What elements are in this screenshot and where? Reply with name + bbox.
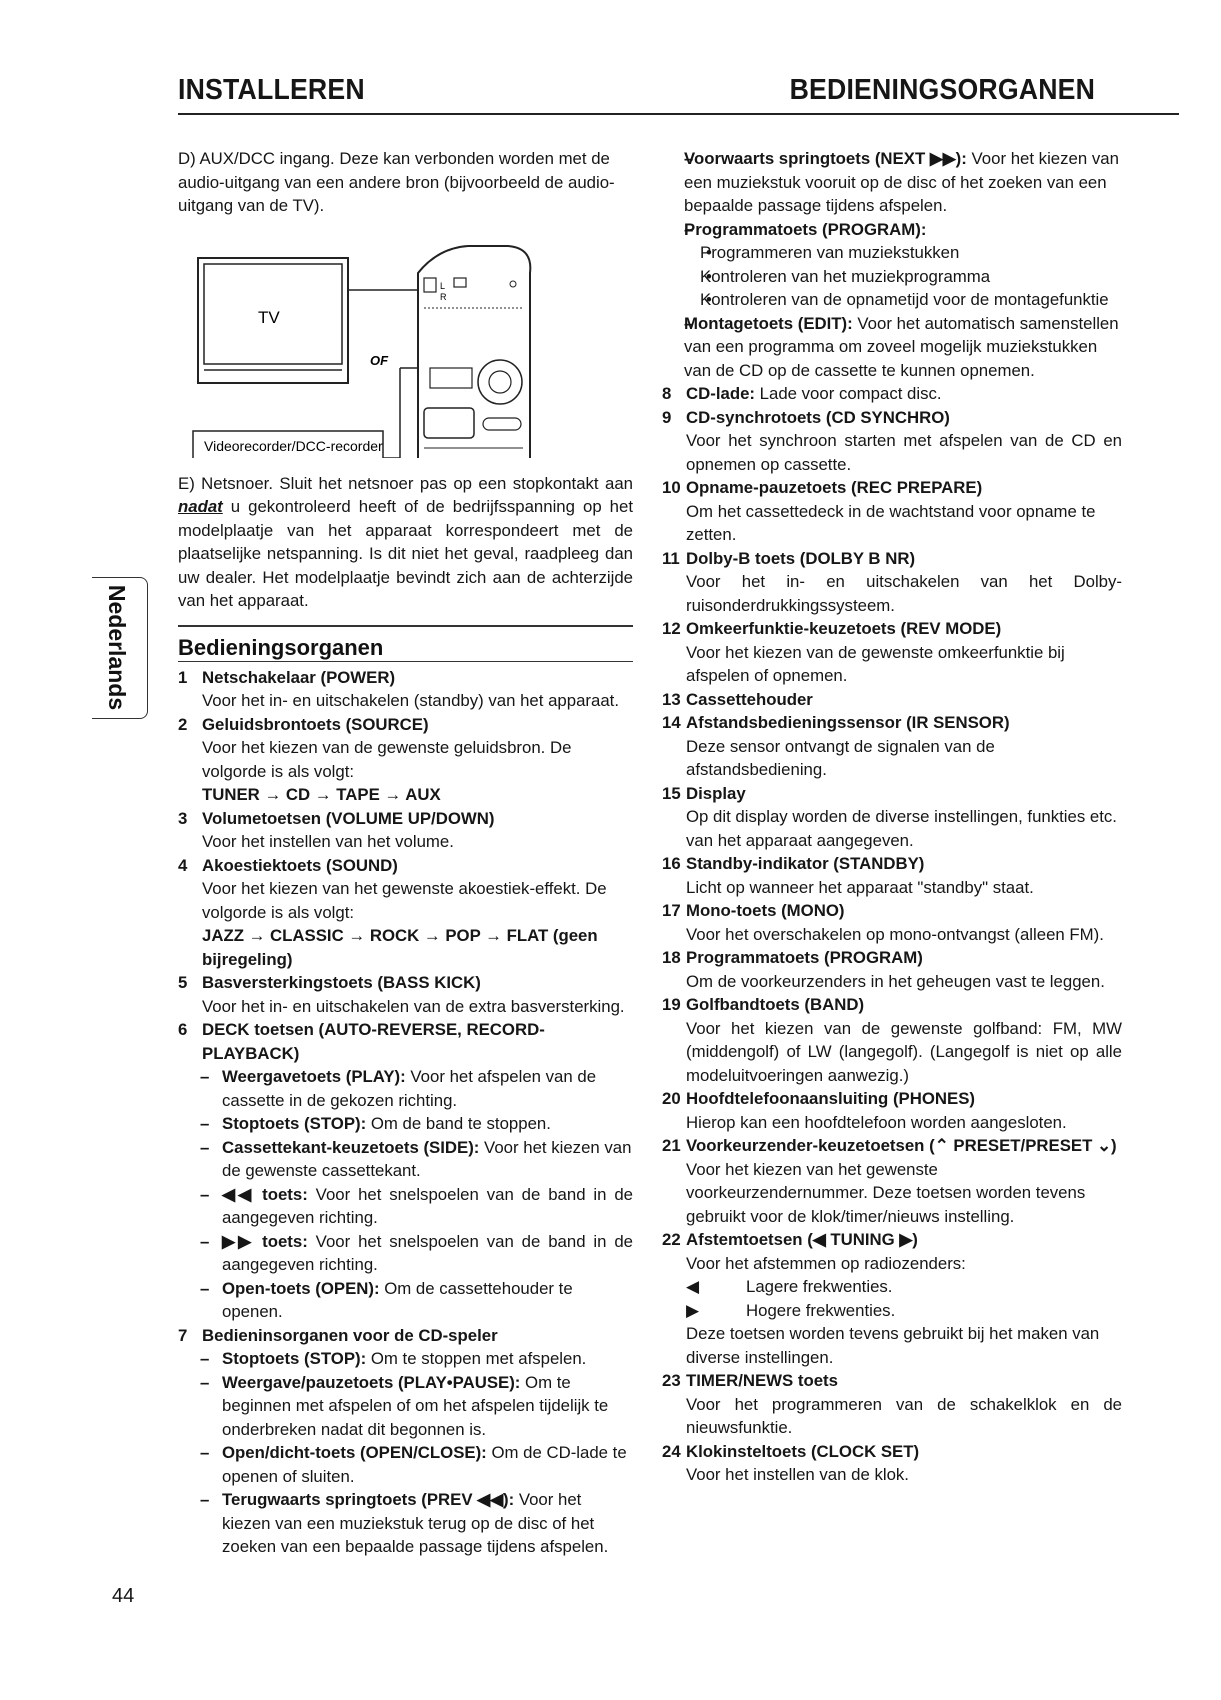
tv-label: TV [258, 307, 280, 327]
item-desc: Voor het in- en uitschakelen (standby) van het apparaat. [202, 691, 619, 710]
svg-text:L: L [440, 280, 446, 291]
item-desc: Voor het instellen van de klok. [686, 1465, 909, 1484]
right-column [662, 147, 1122, 1487]
item-desc: Voor het in- en uitschakelen van de extra basversterking. [202, 996, 625, 1016]
bullet-item: • Kontroleren van de opnametijd voor de montagefunktie [662, 288, 1122, 312]
section-title: Bedieningsorganen [178, 625, 633, 662]
list-item: 20 Hoofdtelefoonaansluiting (PHONES) [662, 1089, 976, 1108]
sub-item: – Terugwaarts springtoets (PREV ◀◀): Voor het kiezen van een muziekstuk terug op de disc of het zoeken van een bepaalde passage tijdens afspelen. [178, 1488, 633, 1559]
item-sequence: TUNER → CD → TAPE → AUX [202, 785, 441, 804]
sub-item: – Stoptoets (STOP): Om te stoppen met afspelen. [178, 1347, 633, 1371]
sub-item: – Open-toets (OPEN): Om de cassettehouder te openen. [178, 1277, 633, 1324]
left-column [178, 147, 633, 1559]
header-right-title: BEDIENINGSORGANEN [789, 74, 1095, 106]
list-item: 8 CD-lade: Lade voor compact disc. [662, 384, 942, 403]
paragraph-e-suffix: u gekontroleerd heeft of de bedrijfsspanning op het modelplaatje van het apparaat korrespondeert met de plaatselijke netspanning. Is dit niet het geval, raadpleeg dan uw dealer. Het modelplaatje bevindt zich aan de achterzijde van het apparaat. [178, 497, 633, 610]
connection-diagram [178, 228, 633, 458]
bullet-item: • Kontroleren van het muziekprogramma [662, 265, 1122, 289]
item-desc: Deze toetsen worden tevens gebruikt bij het maken van diverse instellingen. [686, 1324, 1100, 1367]
list-item: 3 Volumetoetsen (VOLUME UP/DOWN) [178, 808, 495, 828]
list-item: 23 TIMER/NEWS toets [662, 1371, 838, 1390]
page-number: 44 [112, 1585, 135, 1607]
list-item: 12 Omkeerfunktie-keuzetoets (REV MODE) [662, 619, 1002, 638]
sub-item: – Cassettekant-keuzetoets (SIDE): Voor het kiezen van de gewenste cassettekant. [178, 1136, 633, 1183]
or-label: OF [370, 352, 389, 368]
language-side-tab [92, 577, 148, 719]
list-item: 1 Netschakelaar (POWER) [178, 667, 396, 687]
list-item: 18 Programmatoets (PROGRAM) [662, 948, 923, 967]
header-left-title: INSTALLEREN [178, 74, 365, 106]
sub-item: – Stoptoets (STOP): Om de band te stoppen. [178, 1112, 633, 1136]
item-sequence: JAZZ → CLASSIC → ROCK → POP → FLAT (geen bijregeling) [202, 926, 598, 969]
sub-item: – Montagetoets (EDIT): Voor het automatisch samenstellen van een programma om zoveel mogelijk muziekstukken van de CD op de cassette te kunnen opnemen. [662, 312, 1122, 383]
side-tab-label: Nederlands [104, 584, 131, 711]
sub-item: – Programmatoets (PROGRAM): [662, 218, 1122, 242]
paragraph-e-prefix: E) Netsnoer. Sluit het netsnoer pas op een stopkontakt aan [178, 473, 633, 493]
svg-text:R: R [440, 291, 447, 302]
header-rule [178, 113, 1179, 115]
list-item: 2 Geluidsbrontoets (SOURCE) [178, 714, 429, 734]
item-desc: Op dit display worden de diverse instellingen, funkties etc. van het apparaat aangegeven. [686, 807, 1117, 850]
item-desc: Voor het instellen van het volume. [202, 832, 454, 851]
tuning-row: ▶ Hogere frekwenties. [686, 1300, 896, 1320]
item-desc: Voor het kiezen van de gewenste geluidsbron. De volgorde is als volgt: [202, 738, 572, 781]
item-desc: Om het cassettedeck in de wachtstand voor opname te zetten. [686, 501, 1096, 544]
item-desc: Hierop kan een hoofdtelefoon worden aangesloten. [686, 1112, 1067, 1132]
list-item: 21 Voorkeurzender-keuzetoetsen (⌃ PRESET/PRESET ⌄) [662, 1136, 1117, 1155]
item-desc: Voor het kiezen van het gewenste voorkeurzendernummer. Deze toetsen worden tevens gebruikt voor de klok/timer/nieuws instelling. [686, 1159, 1086, 1226]
list-item: 22 Afstemtoetsen (◀ TUNING ▶) [662, 1230, 918, 1249]
list-item: 7 Bedieninsorganen voor de CD-speler [178, 1325, 498, 1345]
item-desc: Licht op wanneer het apparaat "standby" staat. [686, 877, 1034, 897]
item-desc: Voor het kiezen van de gewenste omkeerfunktie bij afspelen of opnemen. [686, 642, 1065, 685]
item-desc: Voor het programmeren van de schakelklok en de nieuwsfunktie. [686, 1394, 1122, 1437]
connection-diagram-svg [178, 228, 633, 458]
sub-item: – Open/dicht-toets (OPEN/CLOSE): Om de CD-lade te openen of sluiten. [178, 1441, 633, 1488]
list-item: 13 Cassettehouder [662, 689, 813, 709]
item-desc: Deze sensor ontvangt de signalen van de afstandsbediening. [686, 736, 995, 779]
list-item: 15 Display [662, 783, 746, 803]
item-desc: Voor het kiezen van de gewenste golfband: FM, MW (middengolf) of LW (langegolf). (Langegolf is niet op alle modeluitvoeringen aanwezig.) [686, 1018, 1122, 1085]
paragraph-e [178, 472, 633, 613]
list-item: 9 CD-synchrotoets (CD SYNCHRO) [662, 407, 950, 427]
item-desc: Om de voorkeurzenders in het geheugen vast te leggen. [686, 971, 1105, 991]
list-item: 11 Dolby-B toets (DOLBY B NR) [662, 548, 916, 568]
sub-item: – Weergavetoets (PLAY): Voor het afspelen van de cassette in de gekozen richting. [178, 1065, 633, 1112]
sub-item: – ▶▶ toets: Voor het snelspoelen van de band in de aangegeven richting. [178, 1230, 633, 1277]
item-desc: Voor het overschakelen op mono-ontvangst (alleen FM). [686, 924, 1104, 944]
item-desc: Voor het synchroon starten met afspelen van de CD en opnemen op cassette. [686, 431, 1122, 474]
list-item: 19 Golfbandtoets (BAND) [662, 995, 865, 1014]
paragraph-d: D) AUX/DCC ingang. Deze kan verbonden worden met de audio-uitgang van een andere bron (bijvoorbeeld de audio-uitgang van de TV). [178, 149, 615, 215]
recorder-label: Videorecorder/DCC-recorder [204, 437, 383, 454]
item-desc: Voor het in- en uitschakelen van het Dolby-ruisonderdrukkingssysteem. [686, 572, 1122, 615]
list-item: 4 Akoestiektoets (SOUND) [178, 855, 398, 875]
list-item: 24 Klokinsteltoets (CLOCK SET) [662, 1441, 920, 1461]
sub-item: – Voorwaarts springtoets (NEXT ▶▶): Voor het kiezen van een muziekstuk vooruit op de disc of het zoeken van een bepaalde passage tijdens afspelen. [662, 147, 1122, 218]
controls-list-left [178, 666, 633, 1559]
list-item: 14 Afstandsbedieningssensor (IR SENSOR) [662, 713, 1010, 732]
list-item: 10 Opname-pauzetoets (REC PREPARE) [662, 478, 983, 497]
bullet-item: • Programmeren van muziekstukken [662, 241, 1122, 265]
list-item: 16 Standby-indikator (STANDBY) [662, 854, 925, 873]
sub-item: – Weergave/pauzetoets (PLAY•PAUSE): Om te beginnen met afspelen of om het afspelen tijdelijk te onderbreken nadat dit begonnen is. [178, 1371, 633, 1442]
list-item: 5 Basversterkingstoets (BASS KICK) [178, 973, 481, 992]
list-item: 6 DECK toetsen (AUTO-REVERSE, RECORD-PLAYBACK) [178, 1020, 545, 1063]
tuning-row: ◀ Lagere frekwenties. [686, 1277, 893, 1296]
controls-list-right [662, 382, 1122, 1487]
paragraph-e-emphasis: nadat [178, 497, 223, 516]
item-desc: Voor het kiezen van het gewenste akoestiek-effekt. De volgorde is als volgt: [202, 879, 607, 922]
item-desc: Voor het afstemmen op radiozenders: [686, 1253, 966, 1273]
list-item: 17 Mono-toets (MONO) [662, 901, 845, 920]
sub-item: – ◀◀ toets: Voor het snelspoelen van de band in de aangegeven richting. [178, 1183, 633, 1230]
